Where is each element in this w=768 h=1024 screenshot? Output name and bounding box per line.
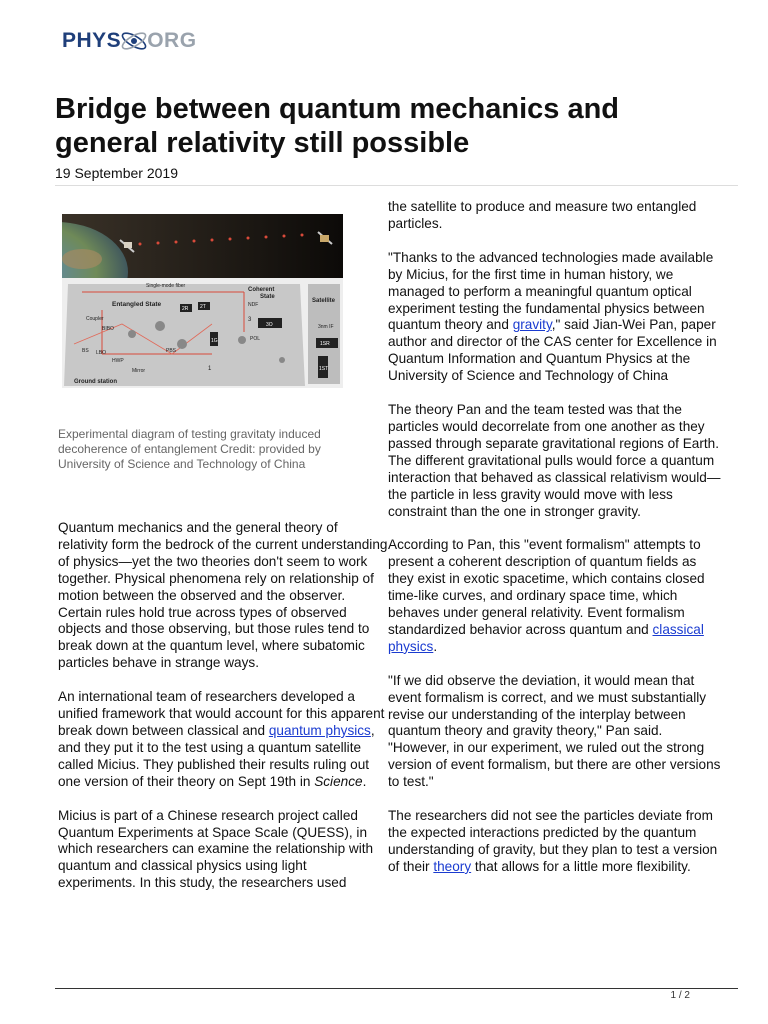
label-3nm-if: 3nm IF xyxy=(318,324,334,330)
link-gravity[interactable]: gravity xyxy=(512,317,552,333)
paragraph: The researchers did not see the particles deviate from the expected interactions predicted by the quantum understanding of gravity, but they plan to test a version of their theory that allows for a little more flexibility. xyxy=(388,808,718,874)
journal-name: Science xyxy=(314,773,363,789)
label-hwp: HWP xyxy=(112,358,124,364)
label-entangled: Entangled State xyxy=(112,301,162,308)
label-2r: 2R xyxy=(182,306,189,312)
label-ground: Ground station xyxy=(74,379,117,385)
left-column xyxy=(58,520,388,909)
label-bs: BS xyxy=(82,348,89,354)
label-pbs: PBS xyxy=(166,348,177,354)
link-theory[interactable]: theory xyxy=(433,858,472,874)
footer-divider xyxy=(55,988,738,989)
label-1g: 1G xyxy=(211,338,218,344)
paragraph: According to Pan, this "event formalism" attempts to present a coherent description of quantum fields as they exist in exotic spacetime, which contains closed time-like curves, and ordinary space time, which behaves under general relativity. Event formalism standardized behavior across quantum and classical physics. xyxy=(388,537,705,654)
figure-caption: Experimental diagram of testing gravitaty induced decoherence of entanglement Credit: provided by University of Science and Technology of China xyxy=(58,427,321,471)
link-classical-physics[interactable]: classical physics xyxy=(388,621,704,654)
label-1st: 1ST xyxy=(319,366,329,372)
label-1: 1 xyxy=(208,366,212,372)
label-pol: POL xyxy=(250,336,261,342)
label-3o: 3O xyxy=(266,322,273,328)
paragraph: "Thanks to the advanced technologies made available by Micius, for the first time in human history, we managed to perform a meaningful quantum optical experiment testing the fundamental physics between quantum theory and gravity," said Jian-Wei Pan, paper author and director of the CAS center for Excellence in Quantum Information and Quantum Physics at the University of Science and Technology of China xyxy=(388,249,717,384)
label-ndf: NDF xyxy=(248,302,259,308)
label-bibo: BIBO xyxy=(102,326,114,332)
logo-text-phys: PHYS xyxy=(62,29,122,52)
article-date: 19 September 2019 xyxy=(55,165,178,181)
label-1sr: 1SR xyxy=(320,341,330,347)
label-state: State xyxy=(260,294,275,300)
paragraph: the satellite to produce and measure two entangled particles. xyxy=(388,199,697,231)
page-number: 1 / 2 xyxy=(670,990,690,1001)
paragraph: The theory Pan and the team tested was that the particles would decorrelate from one another as they passed through separate gravitational regions of Earth. The different gravitational pulls would force a quantum interaction that behaved as classical relativism would—the particle in less gravity would move with less constraint than the one in stronger gravity. xyxy=(388,402,721,519)
phys-org-logo[interactable] xyxy=(62,26,197,56)
label-satellite: Satellite xyxy=(312,298,336,304)
header-divider xyxy=(55,185,738,186)
label-mirror: Mirror xyxy=(132,368,146,374)
link-quantum-physics[interactable]: quantum physics xyxy=(268,722,371,738)
right-column xyxy=(387,199,723,893)
label-coupler: Coupler xyxy=(86,316,104,322)
experiment-diagram-image xyxy=(62,214,343,388)
atom-icon xyxy=(119,26,149,56)
label-3: 3 xyxy=(248,317,252,323)
paragraph: Quantum mechanics and the general theory of relativity form the bedrock of the current understanding of physics—yet the two theories don't seem to work together. Physical phenomena rely on relationship of motion between the observed and the observer. Certain rules hold true across types of observed objects and those observing, but those rules tend to break down at the quantum level, where subatomic particles behave in strange ways. xyxy=(58,520,388,671)
article-title: Bridge between quantum mechanics and general relativity still possible xyxy=(55,93,619,159)
label-fiber: Single-mode fiber xyxy=(146,283,186,289)
paragraph: Micius is part of a Chinese research project called Quantum Experiments at Space Scale (QUESS), in which researchers can examine the relationship with quantum and classical physics using light experiments. In this study, the researchers used xyxy=(58,807,374,891)
label-coherent: Coherent xyxy=(248,287,275,293)
label-lbo: LBO xyxy=(96,350,107,356)
label-2t: 2T xyxy=(200,304,206,310)
logo-text-org: ORG xyxy=(147,29,197,52)
paragraph: An international team of researchers developed a unified framework that would account for this apparent break down between classical and quantum physics, and they put it to the test using a quantum satellite called Micius. They published their results ruling out one version of their theory on Sept 19th in Science. xyxy=(58,689,385,789)
paragraph: "If we did observe the deviation, it would mean that event formalism is correct, and we must substantially revise our understanding of the interplay between quantum theory and gravity theory," Pan said. "However, in our experiment, we ruled out the strong version of event formalism, but there are other versions to test." xyxy=(388,672,721,790)
